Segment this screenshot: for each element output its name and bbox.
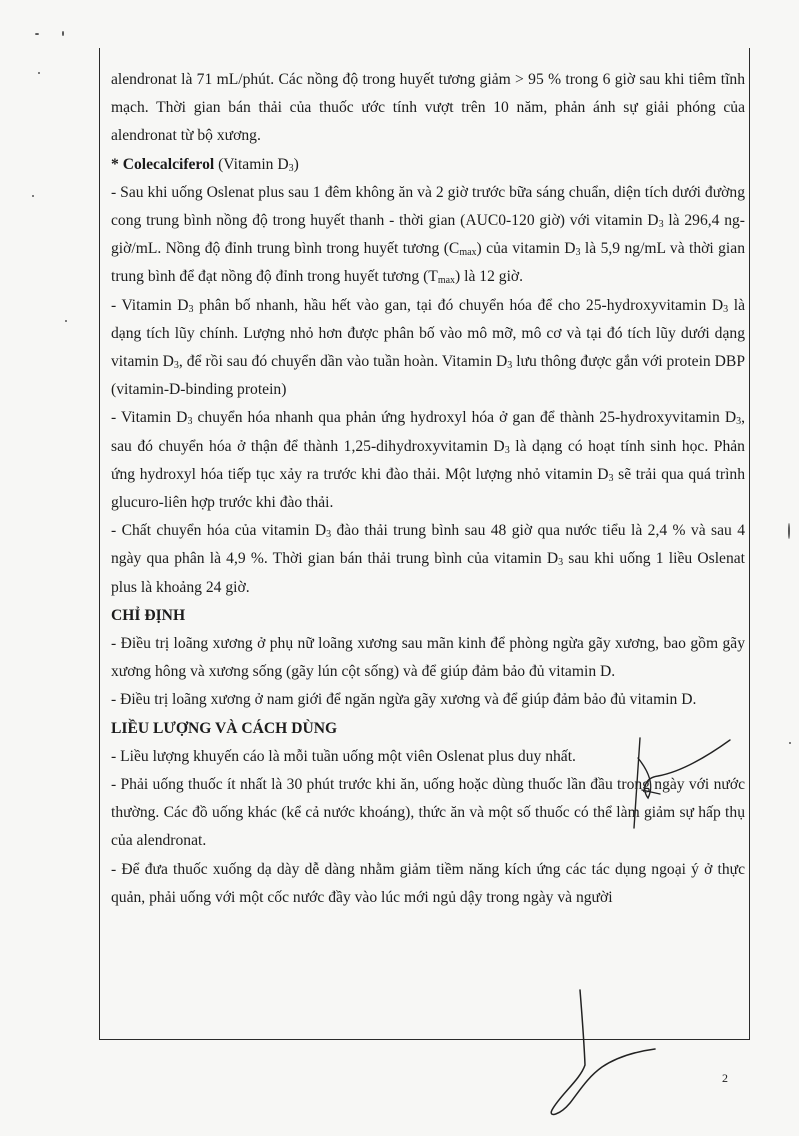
paragraph-indication-men: - Điều trị loãng xương ở nam giới để ngăn ngừa gãy xương và để giúp đảm bảo đủ vitamin D.: [111, 691, 697, 709]
heading-lieu-luong: LIỀU LƯỢNG VÀ CÁCH DÙNG: [111, 719, 338, 737]
heading-chi-dinh: CHỈ ĐỊNH: [111, 606, 186, 624]
scan-speck: [35, 33, 39, 35]
paragraph-indication-women: - Điều trị loãng xương ở phụ nữ loãng xương sau mãn kinh để phòng ngừa gãy xương, bao gồm gãy xương hông và xương sống (gãy lún cột sống) và để giúp đảm bảo đủ vitamin D.: [111, 635, 745, 681]
scan-speck: [38, 72, 40, 74]
page-number: 2: [722, 1071, 728, 1085]
heading-colecalciferol: * Colecalciferol (Vitamin $D_3$): [111, 155, 299, 174]
scan-speck: [65, 320, 67, 322]
paragraph-dosage-timing: - Phải uống thuốc ít nhất là 30 phút trước khi ăn, uống hoặc dùng thuốc lần đầu trong ngày với nước thường. Các đồ uống khác (kể cả nước khoáng), thức ăn và một số thuốc có thể làm giảm sự hấp thụ của alendronat.: [111, 776, 745, 850]
paragraph-alendronat: alendronat là 71 mL/phút. Các nồng độ trong huyết tương giảm > 95 % trong 6 giờ sau khi tiêm tĩnh mạch. Thời gian bán thải của thuốc ước tính vượt trên 10 năm, phản ánh sự giải phóng của alendronat từ bộ xương.: [111, 71, 745, 145]
paragraph-dosage-weekly: - Liều lượng khuyến cáo là mỗi tuần uống một viên Oslenat plus duy nhất.: [111, 747, 576, 765]
signature-mark-upper: [620, 728, 740, 838]
paragraph-elimination: - Chất chuyển hóa của vitamin $D_3$ đào thải trung bình sau 48 giờ qua nước tiểu là 2,4 % và sau 4 ngày qua phân là 4,9 %. Thời gian bán thải trung bình của vitamin $D_3$ sau khi uống 1 liều Oslenat plus là khoảng 24 giờ.: [111, 522, 745, 596]
signature-mark-lower: [540, 985, 660, 1125]
paragraph-metabolism: - Vitamin $D_3$ chuyển hóa nhanh qua phản ứng hydroxyl hóa ở gan để thành 25-hydroxyvitamin $D_3$, sau đó chuyển hóa ở thận để thành 1,25-dihydroxyvitamin $D_3$ là dạng có hoạt tính sinh học. Phản ứng hydroxyl hóa tiếp tục xảy ra trước khi đào thải. Một lượng nhỏ vitamin $D_3$ sẽ trải qua quá trình glucuro-liên hợp trước khi đào thải.: [111, 409, 745, 512]
paragraph-distribution: - Vitamin $D_3$ phân bố nhanh, hầu hết vào gan, tại đó chuyển hóa để cho 25-hydroxyvitamin $D_3$ là dạng tích lũy chính. Lượng nhỏ hơn được phân bố vào mô mỡ, mô cơ và tại đó tích lũy dưới dạng vitamin $D_3$, để rồi sau đó chuyển dần vào tuần hoàn. Vitamin $D_3$ lưu thông được gắn với protein DBP (vitamin-D-binding protein): [111, 296, 746, 399]
scan-speck: [32, 195, 34, 197]
paragraph-dosage-water: - Để đưa thuốc xuống dạ dày dễ dàng nhằm giảm tiềm năng kích ứng các tác dụng ngoại ý ở thực quản, phải uống với một cốc nước đầy vào lúc mới ngủ dậy trong ngày và người: [111, 860, 745, 906]
scan-speck: [788, 523, 790, 539]
scan-speck: [789, 742, 791, 744]
paragraph-absorption: - Sau khi uống Oslenat plus sau 1 đêm không ăn và 2 giờ trước bữa sáng chuẩn, diện tích dưới đường cong trung bình nồng độ trong huyết thanh - thời gian (AUC0-120 giờ) với vitamin $D_3$ là 296,4 ng-giờ/mL. Nồng độ đỉnh trung bình trong huyết tương $(C_{max})$ của vitamin $D_3$ là 5,9 ng/mL và thời gian trung bình để đạt nồng độ đỉnh trong huyết tương $(T_{max})$ là 12 giờ.: [111, 183, 745, 287]
scan-speck: [62, 31, 64, 36]
